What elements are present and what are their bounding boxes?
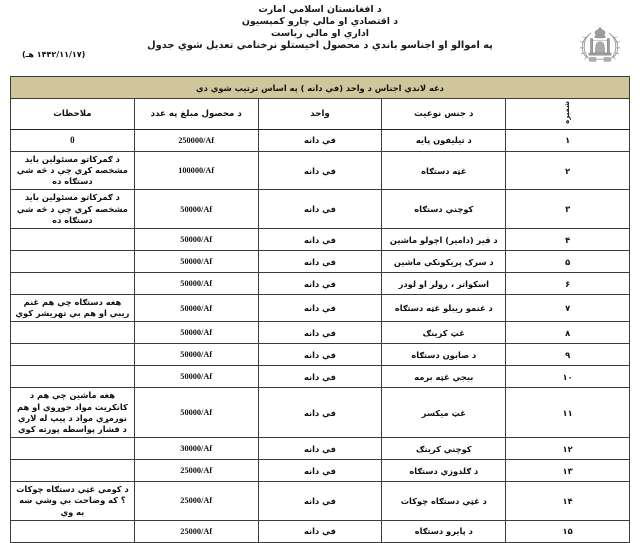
column-header-item-type: د جنس نوعیت — [382, 99, 506, 130]
table-header-row — [11, 99, 630, 130]
row-amount: 50000/Af — [134, 229, 258, 251]
table-row — [11, 229, 630, 251]
row-notes: 0 — [11, 129, 135, 151]
row-item-type: کوچني کرینګ — [382, 438, 506, 460]
row-number: ۷ — [506, 295, 630, 322]
row-unit: في دانه — [258, 190, 382, 229]
row-amount: 50000/Af — [134, 388, 258, 438]
row-amount: 50000/Af — [134, 366, 258, 388]
table-row — [11, 344, 630, 366]
row-amount: 50000/Af — [134, 273, 258, 295]
row-amount: 50000/Af — [134, 251, 258, 273]
row-unit: في دانه — [258, 151, 382, 190]
table-row — [11, 438, 630, 460]
row-number: ۳ — [506, 190, 630, 229]
table-row — [11, 151, 630, 190]
row-number: ۱ — [506, 129, 630, 151]
column-header-number — [506, 99, 630, 130]
row-unit: في دانه — [258, 366, 382, 388]
row-notes: د ګمرکاتو مسئولین باید مشخصه کړي چې د څه شي دستګاه ده — [11, 151, 135, 190]
row-notes: هغه دستګاه چي هم غنم ریبي او هم بي تهریشر کوي — [11, 295, 135, 322]
table-row — [11, 388, 630, 438]
row-item-type: د ګلدوزي دستګاه — [382, 460, 506, 482]
table-title: دغه لاندي اجناس د واحد (في دانه ) په اساس ترتیب شوي دي — [11, 77, 630, 99]
tariff-table — [10, 76, 630, 543]
row-notes — [11, 229, 135, 251]
row-amount: 250000/Af — [134, 129, 258, 151]
table-row — [11, 251, 630, 273]
row-unit: في دانه — [258, 322, 382, 344]
column-header-number-label: شمېره — [563, 101, 572, 124]
table-row — [11, 295, 630, 322]
table-row — [11, 520, 630, 542]
header-line-state: د افغانستان اسلامي امارت — [258, 4, 382, 15]
row-number: ۱۰ — [506, 366, 630, 388]
row-number: ۵ — [506, 251, 630, 273]
row-item-type: بیجي غټه برمه — [382, 366, 506, 388]
row-item-type: غټ میکسر — [382, 388, 506, 438]
row-item-type: اسکواتر ، رولر او لودر — [382, 273, 506, 295]
row-unit: في دانه — [258, 388, 382, 438]
row-notes — [11, 322, 135, 344]
table-row — [11, 322, 630, 344]
row-number: ۱۲ — [506, 438, 630, 460]
table-row — [11, 190, 630, 229]
row-number: ۱۵ — [506, 520, 630, 542]
row-unit: في دانه — [258, 438, 382, 460]
row-item-type: د غټي دستګاه چوکات — [382, 482, 506, 521]
row-notes — [11, 520, 135, 542]
column-header-unit: واحد — [258, 99, 382, 130]
column-header-notes: ملاحظات — [11, 99, 135, 130]
header-line-directorate: اداري او مالي ریاست — [271, 28, 369, 40]
header-line-document-title: په اموالو او اجناسو باندي د محصول اخیستلو نرخنامي تعدیل شوي جدول — [147, 40, 493, 52]
row-item-type: د صابون دستګاه — [382, 344, 506, 366]
row-unit: في دانه — [258, 520, 382, 542]
row-unit: في دانه — [258, 344, 382, 366]
row-unit: في دانه — [258, 251, 382, 273]
row-item-type: غټه دستګاه — [382, 151, 506, 190]
row-number: ۹ — [506, 344, 630, 366]
row-item-type: د قیر (دامیر) اچولو ماشین — [382, 229, 506, 251]
document-header — [0, 0, 640, 76]
row-number: ۱۱ — [506, 388, 630, 438]
document-date: (۱۴۴۲/۱۱/۱۷ هـ) — [22, 50, 86, 59]
row-amount: 100000/Af — [134, 151, 258, 190]
tariff-table-head — [11, 77, 630, 130]
header-title-block — [0, 4, 640, 53]
row-item-type: د غنمو ریبلو غټه دستګاه — [382, 295, 506, 322]
row-amount: 50000/Af — [134, 190, 258, 229]
row-notes — [11, 438, 135, 460]
row-unit: في دانه — [258, 460, 382, 482]
row-notes — [11, 251, 135, 273]
row-amount: 50000/Af — [134, 322, 258, 344]
row-amount: 50000/Af — [134, 344, 258, 366]
row-item-type: د سرک پریکونکي ماشین — [382, 251, 506, 273]
row-unit: في دانه — [258, 229, 382, 251]
table-row — [11, 366, 630, 388]
row-number: ۸ — [506, 322, 630, 344]
row-number: ۶ — [506, 273, 630, 295]
table-row — [11, 460, 630, 482]
row-notes — [11, 273, 135, 295]
table-row — [11, 482, 630, 521]
tariff-table-body — [11, 129, 630, 542]
tariff-table-container — [10, 76, 630, 537]
table-row — [11, 273, 630, 295]
table-title-row — [11, 77, 630, 99]
row-item-type: د تیلیفون پایه — [382, 129, 506, 151]
row-notes — [11, 460, 135, 482]
row-unit: في دانه — [258, 482, 382, 521]
row-amount: 25000/Af — [134, 460, 258, 482]
column-header-amount: د محصول مبلغ په عدد — [134, 99, 258, 130]
row-number: ۱۳ — [506, 460, 630, 482]
row-number: ۱۴ — [506, 482, 630, 521]
row-unit: في دانه — [258, 273, 382, 295]
row-amount: 50000/Af — [134, 295, 258, 322]
afghanistan-emblem-icon — [570, 16, 630, 72]
row-amount: 25000/Af — [134, 482, 258, 521]
row-unit: في دانه — [258, 129, 382, 151]
row-amount: 25000/Af — [134, 520, 258, 542]
row-notes: هغه ماشین چي هم د کانکریت مواد جوړوي او هم نورمړي مواد د پیپ له لاري د فشار پواسطه پورته کوي — [11, 388, 135, 438]
row-notes — [11, 366, 135, 388]
header-line-commission: د اقتصادي او مالي چارو کمېسیون — [241, 16, 399, 28]
row-amount: 30000/Af — [134, 438, 258, 460]
row-item-type: د پایرو دستګاه — [382, 520, 506, 542]
row-number: ۲ — [506, 151, 630, 190]
row-notes — [11, 344, 135, 366]
row-item-type: کوچني دستګاه — [382, 190, 506, 229]
table-row — [11, 129, 630, 151]
row-notes: د ګمرکاتو مسئولین باید مشخصه کړي چې د څه شي دستګاه ده — [11, 190, 135, 229]
row-number: ۴ — [506, 229, 630, 251]
row-unit: في دانه — [258, 295, 382, 322]
row-notes: د کومي غټي دستګاه چوکات ؟ که وضاحت بي وشي ښه به وي — [11, 482, 135, 521]
row-item-type: غټ کرینګ — [382, 322, 506, 344]
